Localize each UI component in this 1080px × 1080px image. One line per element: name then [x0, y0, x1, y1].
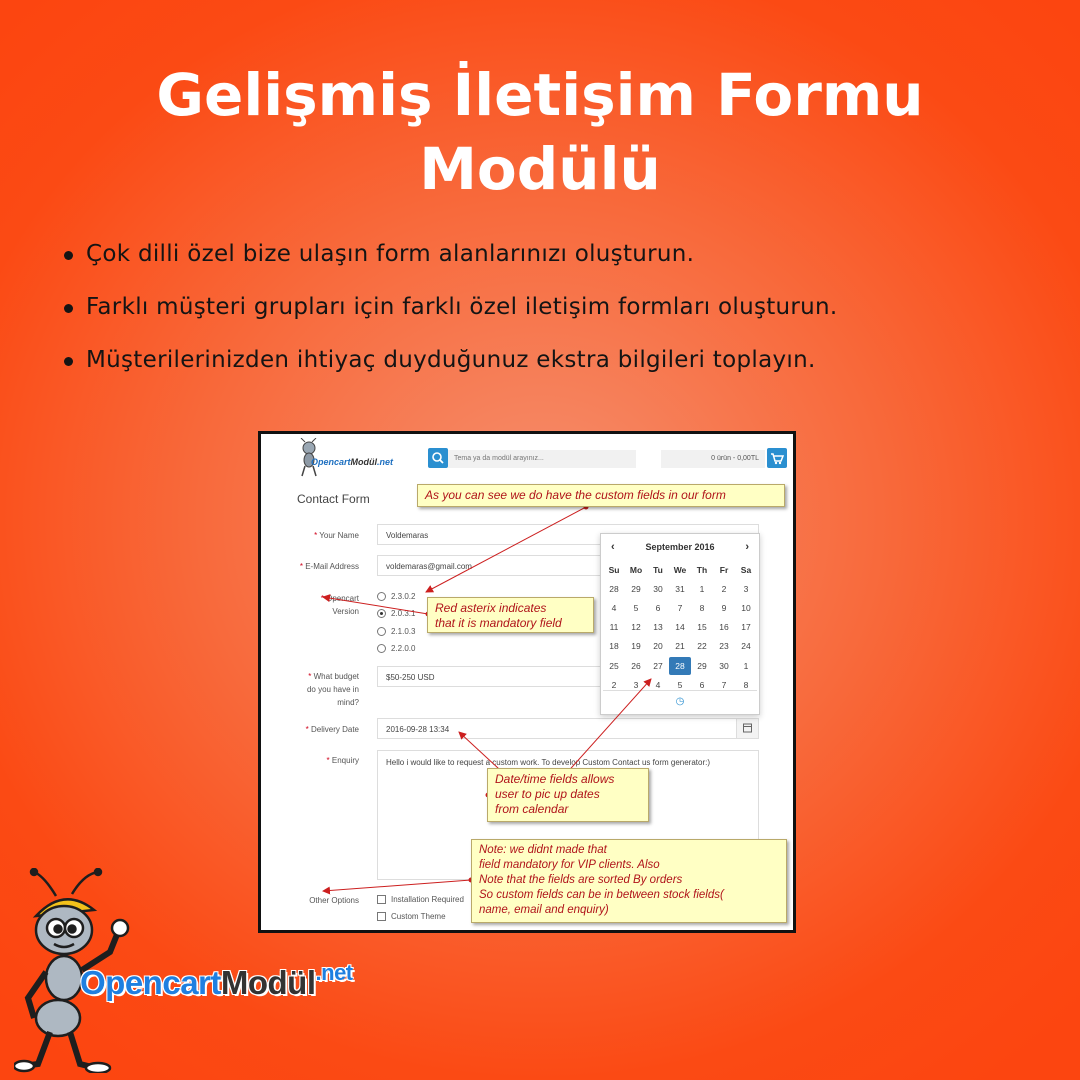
calendar-day[interactable]: 6: [699, 679, 705, 690]
calendar-day[interactable]: 1: [699, 583, 705, 594]
calendar-day[interactable]: 7: [677, 602, 683, 613]
calendar-day[interactable]: 22: [697, 641, 707, 652]
calendar-day[interactable]: 14: [675, 622, 685, 633]
calendar-day[interactable]: 3: [633, 679, 639, 690]
calendar-day[interactable]: 3: [743, 583, 749, 594]
version-radio-2[interactable]: 2.0.3.1: [377, 609, 415, 618]
calendar-day[interactable]: 24: [741, 641, 751, 652]
calendar-day[interactable]: 29: [631, 583, 641, 594]
enquiry-textarea[interactable]: Hello i would like to request a custom work. To develop Custom Contact us form generator:): [377, 750, 759, 880]
calendar-weekday: Sa: [740, 564, 752, 575]
calendar-day[interactable]: 6: [655, 602, 661, 613]
calendar-day[interactable]: 4: [611, 602, 617, 613]
calendar-day-selected[interactable]: 28: [669, 657, 691, 675]
name-field[interactable]: Voldemaras: [377, 524, 759, 545]
calendar-day[interactable]: 25: [609, 660, 619, 671]
calendar-day[interactable]: 29: [697, 660, 707, 671]
logo-text: OpencartModül.net: [311, 457, 394, 467]
callout-mandatory: Red asterix indicates that it is mandatory field: [427, 597, 594, 633]
calendar-header: [601, 542, 759, 556]
other-options-label: Other Options: [309, 896, 359, 905]
calendar-icon: [737, 719, 758, 738]
calendar-day[interactable]: 16: [719, 622, 729, 633]
calendar-weekday: Mo: [629, 564, 643, 575]
budget-label: * What budget do you have in mind?: [306, 672, 359, 707]
search-button[interactable]: [428, 448, 448, 468]
delivery-date-label: * Delivery Date: [305, 725, 359, 734]
version-label: * Opencart Version: [320, 594, 359, 616]
headline: [0, 58, 1080, 206]
calendar-day[interactable]: 12: [631, 622, 641, 633]
email-label: * E-Mail Address: [299, 562, 359, 571]
calendar-day[interactable]: 7: [721, 679, 727, 690]
name-label: * Your Name: [314, 531, 359, 540]
enquiry-label: * Enquiry: [326, 756, 359, 765]
feature-list: [62, 240, 1042, 399]
headline-line-2: Modülü: [419, 135, 661, 203]
calendar-day[interactable]: 15: [697, 622, 707, 633]
calendar-day[interactable]: 5: [677, 679, 683, 690]
headline-line-1: Gelişmiş İletişim Formu: [156, 61, 924, 129]
calendar-day[interactable]: 30: [719, 660, 729, 671]
feature-item: Müşterilerinizden ihtiyaç duyduğunuz ekstra bilgileri toplayın.: [62, 346, 1042, 374]
page-title: Contact Form: [297, 492, 370, 506]
date-picker: [600, 533, 760, 715]
custom-theme-checkbox[interactable]: Custom Theme: [377, 912, 446, 921]
search-input[interactable]: Tema ya da modül arayınız...: [448, 450, 636, 468]
calendar-day[interactable]: 17: [741, 622, 751, 633]
calendar-weekday: Th: [696, 564, 708, 575]
delivery-date-field[interactable]: 2016-09-28 13:34: [377, 718, 737, 739]
radio-circle[interactable]: [377, 644, 386, 653]
calendar-day[interactable]: 26: [631, 660, 641, 671]
radio-circle[interactable]: [377, 592, 386, 601]
calendar-weekday: Tu: [653, 564, 663, 575]
radio-circle-selected[interactable]: [377, 609, 386, 618]
budget-select[interactable]: $50-250 USD: [377, 666, 607, 687]
calendar-day[interactable]: 4: [655, 679, 661, 690]
email-field[interactable]: voldemaras@gmail.com: [377, 555, 607, 576]
callout-note: Note: we didnt made that field mandatory for VIP clients. Also Note that the fields are sorted By orders So custom fields can be in between stock fields( name, email and enquiry): [471, 839, 787, 923]
calendar-day[interactable]: 8: [699, 602, 705, 613]
calendar-day[interactable]: 19: [631, 641, 641, 652]
arrow-line: [426, 507, 586, 592]
next-month-button[interactable]: ›: [745, 541, 749, 553]
calendar-day[interactable]: 21: [675, 641, 685, 652]
calendar-day[interactable]: 27: [653, 660, 663, 671]
calendar-day[interactable]: 20: [653, 641, 663, 652]
calendar-day[interactable]: 30: [653, 583, 663, 594]
calendar-weekday: We: [673, 564, 687, 575]
calendar-day[interactable]: 23: [719, 641, 729, 652]
time-picker-toggle[interactable]: ◷: [603, 690, 757, 712]
contact-form-screenshot: [258, 431, 796, 933]
calendar-day[interactable]: 8: [743, 679, 749, 690]
calendar-day[interactable]: 10: [741, 602, 751, 613]
calendar-weekday: Su: [608, 564, 620, 575]
calendar-day[interactable]: 11: [609, 622, 619, 633]
cart-icon: [767, 448, 787, 468]
logo-wordmark: OpencartModül$^{.net}$: [80, 960, 353, 1001]
callout-custom-fields: As you can see we do have the custom fields in our form: [417, 484, 785, 507]
search-icon: [428, 448, 448, 468]
calendar-day[interactable]: 2: [721, 583, 727, 594]
calendar-day[interactable]: 5: [633, 602, 639, 613]
feature-item: Farklı müşteri grupları için farklı özel iletişim formları oluşturun.: [62, 293, 1042, 321]
feature-item: Çok dilli özel bize ulaşın form alanlarınızı oluşturun.: [62, 240, 1042, 268]
radio-circle[interactable]: [377, 627, 386, 636]
calendar-day[interactable]: 31: [675, 583, 685, 594]
calendar-button[interactable]: [736, 718, 759, 739]
calendar-grid: [603, 560, 757, 694]
version-radio-4[interactable]: 2.2.0.0: [377, 644, 415, 653]
opencartmodul-logo[interactable]: [14, 868, 414, 1073]
callout-date-time: Date/time fields allows user to pic up dates from calendar: [487, 768, 649, 822]
cart-button[interactable]: [767, 448, 787, 468]
version-radio-3[interactable]: 2.1.0.3: [377, 627, 415, 636]
calendar-weekday: Fr: [719, 564, 729, 575]
calendar-day[interactable]: 13: [653, 622, 663, 633]
calendar-day[interactable]: 28: [609, 583, 619, 594]
version-radio-1[interactable]: 2.3.0.2: [377, 592, 415, 601]
cart-summary[interactable]: 0 ürün - 0,00TL: [661, 450, 765, 468]
calendar-month-title: September 2016: [645, 542, 715, 552]
prev-month-button[interactable]: ‹: [611, 541, 615, 553]
opencart-logo-small[interactable]: [295, 438, 394, 478]
calendar-day[interactable]: 1: [743, 660, 749, 671]
calendar-day[interactable]: 18: [609, 641, 619, 652]
calendar-day[interactable]: 9: [721, 602, 727, 613]
calendar-day[interactable]: 2: [611, 679, 617, 690]
installation-checkbox[interactable]: Installation Required: [377, 895, 464, 904]
